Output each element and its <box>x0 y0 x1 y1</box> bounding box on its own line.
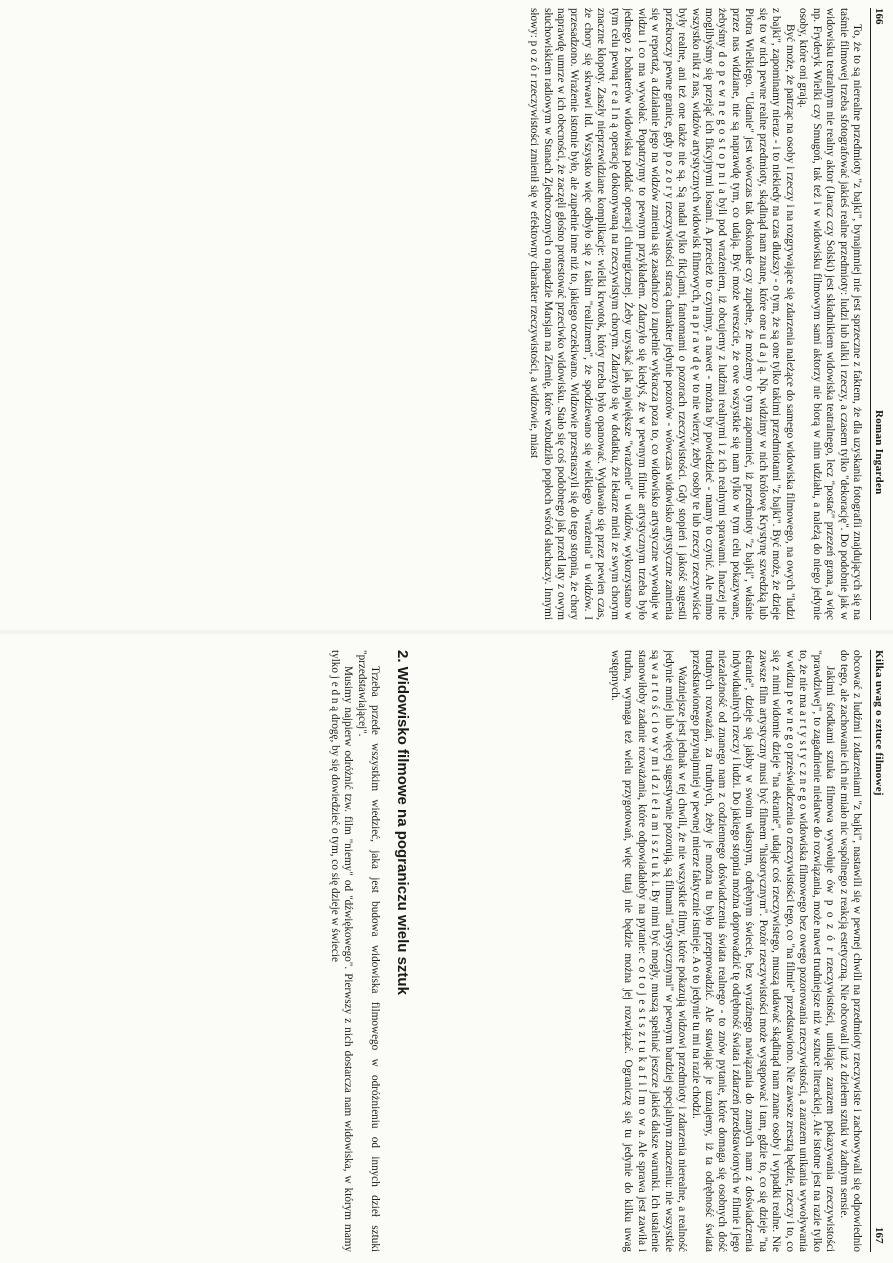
paragraph: To, że to są nierealne przedmioty "z bajki", bynajmniej nie jest sprzeczne z faktem, że dla uzyskania fotografii znajdujących się na taśmie filmowej trzeba sfotografować jakieś realne przedmioty: ludzi lub lalki i rzeczy, a czasem tylko "dekorację". Do podobnie jak w widowisku teatralnym nie realny aktor (Jaracz czy Solski) jest składnikiem widowiska teatralnego, lecz "postać" przezeń grana, a więc np. Fryderyk Wielki czy Smugoń, tak też i w widowisku filmowym sami aktorzy nie biorą w nim udziału, a należą do niego jedynie osoby, które oni grają. <box>797 8 863 620</box>
right-page <box>0 632 893 1263</box>
page-number-left: 166 <box>873 8 885 25</box>
header-rule-right <box>870 650 871 1252</box>
right-page-body-bottom <box>301 650 381 1252</box>
running-head-right: Kilka uwag o sztuce filmowej <box>873 650 885 796</box>
paragraph: Być może, że patrząc na osoby i rzeczy i na rozgrywające się zdarzenia należące do samego widowiska filmowego, na owych "ludzi z bajki", zapominamy nieraz - i to niekiedy na czas dłuższy - o tym, że są one tylko takimi przedmiotami "z bajki". Być może, że dzieje się to w nich pewne realne przedmioty, skądinąd nam znane, które one u d a j ą. Np. widzimy w nich królowę Krystynę szwedzką lub Piotra Wielkiego. "Udanie" jest wówczas tak doskonałe czy zupełne, że możemy o tym zapomnieć, iż przedmioty "z bajki", właśnie przez nas widziane, nie są naprawdę tym, co udają. Być może wreszcie, że owe wszystkie się nam tylko w tym celu pokazywane, żebyśmy d o p e w n e g o s t o p n i a byli pod wrażeniem, iż obcujemy z ludźmi realnymi i z ich realnymi sprawami. Inaczej nie moglibyśmy się przejąć ich fikcyjnymi losami. A przecież to czynimy, a nawet - można by powiedzieć - mamy to czynić. Ale mimo wszystko nikt z nas, widzów artystycznych widowisk filmowych, n a p r a w d ę w to nie wierzy, żeby osoby te lub rzeczy rzeczywiście były realne, ani też one także nie są. Są nadal tylko fikcjami, fantomami o pozorach rzeczywistości. Gdy stopień i jakość sugestii przekroczy pewne granice, gdy p o z o r y rzeczywistości stracą charakter jedynie pozorów - wówczas widowisko artystyczne zamienia się w reportaż, a działanie jego na widzów zmienia się zasadniczo i zupełnie wykracza poza to, co widowisko artystyczne wywołuje w widzu i co ma wywołać. Popatrzymy to pewnym przykładem. Zdarzyło się kiedyś, że w pewnym filmie artystycznym trzeba było jednego z bohaterów widowiska poddać operacji chirurgicznej. Żeby uzyskać jak największe "wrażenie" u widzów, wykorzystano w tym celu pewną r e a l n ą operację dokonywaną na rzeczywistym chorym. Zdarzyło się w dodatku, że lekarze mieli ze swym chorym znaczne kłopoty. Zaszły nieprzewidziane komplikacje: wielki krwotok, który trzeba było opanować. Wydawało się przez pewien czas, że chory się skrwawi itd. Wszystko więc odbyło się z takim "realizmem", że spodziewano się wielkiego "wrażenia" u widzów. I przesadzono. Wrażenie istotnie było, ale zupełnie inne niż to, jakiego oczekiwano. Widzowie przestraszyli się do tego stopnia, że chory naprawdę umrze w ich obecności, że zaczęli głośno protestować przeciwko widowisku. Stało się coś podobnego jak przed laty z owym słuchowiskiem radiowym w Stanach Zjednoczonych o napadzie Marsjan na Ziemię, które wzbudziło popłoch wśród słuchaczy. Innymi słowy: p o z ó r rzeczywistości zmienił się w efektowny charakter rzeczywistości, a widzowie, miast <box>528 8 796 620</box>
paragraph: obcować z ludźmi i zdarzeniami "z bajki", nastawili się w pewnej chwili na przedmioty rzeczywiste i zachowywali się odpowiednio do tego, ale zachowanie ich nie miało nic wspólnego z reakcją estetyczną. Nie obcowali już z dziełem sztuki w żadnym sensie. <box>837 650 863 1252</box>
right-page-body-top <box>423 650 863 1252</box>
left-page-body <box>5 8 863 620</box>
running-head-left: Roman Ingarden <box>873 410 885 495</box>
page-number-right: 167 <box>873 1227 885 1244</box>
paragraph: Ważniejsze jest jednak w tej chwili, że nie wszystkie filmy, które pokazują widzowi przedmioty i zdarzenia nierealne, a realność jedynie mniej lub więcej sugestywnie pozorują, są filmami "artystycznymi" w pewnym bardziej specjalnym znaczeniu: nie wszystkie są w a r t o ś c i o w y m i d z i e ł a m i s z t u k i. By nimi być mogły, muszą spełniać jeszcze jakieś dalsze warunki. Ich ustalenie stanowiłoby zadanie rozważania, które odpowiadałoby na pytanie: c o t o j e s t s z t u k a f i l m o w a. Ale sprawa jest zawiła i trudna, wymaga też wielu przygotowań, więc tutaj nie będzie można jej rozwiązać. Ograniczę się tu jedynie do kilku uwag wstępnych. <box>608 650 689 1252</box>
paragraph: Jakimi środkami sztuka filmowa wywołuje ów p o z ó r rzeczywistości, unikając zarazem pokazywania rzeczywistości "prawdziwej", to zagadnienie niełatwe do rozwiązania, może nawet trudniejsze niż w sztuce literackiej. Ale istotne jest na razie tylko to, że nie ma a r t y s t y c z n e g o widowiska filmowego bez owego pozorowania rzeczywistości, a zarazem unikania wywoływania w widzu p e w n e g o przeświadczenia o rzeczywistości tego, co "na filmie" przedstawiono. Nie zawsze zresztą będzie, rzeczy i to, co się z nimi widomie dzieje "na ekranie", udając coś rzeczywistego, muszą udawać skądinąd nam znane osoby i wypadki realne. Nie zawsze film artystyczny musi być filmem "historycznym". Pozór rzeczywistości może występować i tam, gdzie to, co się dzieje "na ekranie", dzieje się jakby w swoim własnym, odrębnym świecie, bez wyraźnego nawiązania do znanych nam z doświadczenia indywidualnych rzeczy i ludzi. Do jakiego stopnia można doprowadzić tę odrębność świata i zdarzeń przedstawionych w filmie i jego niezależność od znanego nam z codziennego doświadczenia świata realnego - to znów pytanie, które domaga się osobnych dość trudnych rozważań, za trudnych, żeby je można tu było przeprowadzić. Ale stawiając je uznajemy, iż ta odrębność świata przedstawionego przynajmniej w pewnej mierze faktycznie istnieje. A o to jedynie tu mi na razie chodzi. <box>689 650 837 1252</box>
paragraph: Trzeba przede wszystkim wiedzieć, jaka jest budowa widowiska filmowego w odróżnieniu od innych dzieł sztuki "przedstawiającej". <box>355 650 381 1252</box>
header-rule-left <box>870 8 871 620</box>
section-heading: 2. Widowisko filmowe na pograniczu wielu sztuk <box>394 650 411 995</box>
paragraph: Musimy najpierw odróżnić tzw. film "niemy" od "dźwiękowego". Pierwszy z nich dostarcza nam widowiska, w którym mamy tylko j e d n ą drogę, by się dowiedzieć o tym, co się dzieje w świecie <box>328 650 355 1252</box>
